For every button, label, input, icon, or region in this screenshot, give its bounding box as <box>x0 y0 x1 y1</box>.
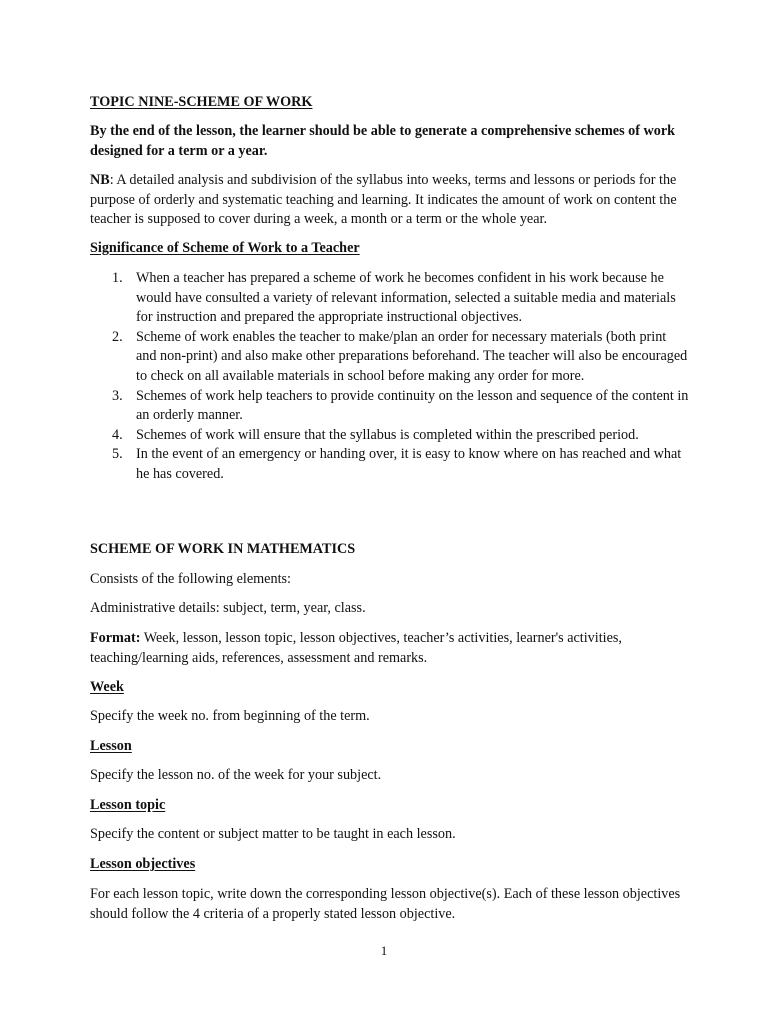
lesson-heading: Lesson <box>90 738 132 754</box>
list-item-text: Schemes of work help teachers to provide continuity on the lesson and sequence of the content in an orderly manner. <box>136 387 689 424</box>
lesson-text: Specify the lesson no. of the week for your subject. <box>90 767 382 783</box>
lesson-topic-text: Specify the content or subject matter to be taught in each lesson. <box>90 826 456 842</box>
lesson-objectives-text: For each lesson topic, write down the corresponding lesson objective(s). Each of these lesson objectives should follow the 4 criteria of a properly stated lesson objective. <box>90 886 681 922</box>
list-item <box>90 387 690 426</box>
learning-objective: By the end of the lesson, the learner should be able to generate a comprehensive schemes of work designed for a term or a year. <box>90 123 676 159</box>
nb-text: : A detailed analysis and subdivision of the syllabus into weeks, terms and lessons or periods for the purpose of orderly and systematic teaching and learning. It indicates the amount of work on content the teacher is supposed to cover during a week, a month or a term or the whole year. <box>90 172 677 228</box>
page-number: 1 <box>380 943 388 958</box>
nb-label: NB <box>90 172 110 188</box>
list-item-text: Schemes of work will ensure that the syllabus is completed within the prescribed period. <box>136 426 639 443</box>
math-heading: SCHEME OF WORK IN MATHEMATICS <box>90 541 356 557</box>
format-label: Format: <box>90 630 141 646</box>
topic-title: TOPIC NINE-SCHEME OF WORK <box>90 94 313 110</box>
list-item <box>90 328 690 387</box>
list-item <box>90 269 690 328</box>
list-item <box>90 445 690 484</box>
week-text: Specify the week no. from beginning of the term. <box>90 708 370 724</box>
lesson-topic-heading: Lesson topic <box>90 797 166 813</box>
list-item-number: 4. <box>112 426 123 443</box>
consists-text: Consists of the following elements: <box>90 571 291 587</box>
admin-details-text: Administrative details: subject, term, year, class. <box>90 600 366 616</box>
list-item-number: 5. <box>112 446 123 463</box>
list-item-text: In the event of an emergency or handing over, it is easy to know where on has reached and what he has covered. <box>136 446 682 482</box>
lesson-objectives-heading: Lesson objectives <box>90 856 196 872</box>
significance-heading: Significance of Scheme of Work to a Teacher <box>90 240 360 256</box>
list-item <box>90 426 690 446</box>
list-item-text: Scheme of work enables the teacher to make/plan an order for necessary materials (both print and non-print) and also make other preparations beforehand. The teacher will also be encouraged to check on all available materials in school before making any order for more. <box>136 328 688 384</box>
list-item-number: 3. <box>112 387 123 404</box>
nb-paragraph <box>90 171 690 230</box>
week-heading: Week <box>90 679 124 695</box>
format-paragraph <box>90 629 690 668</box>
format-text: Week, lesson, lesson topic, lesson objectives, teacher’s activities, learner's activities, teaching/learning aids, references, assessment and remarks. <box>90 630 622 666</box>
significance-list <box>90 269 690 485</box>
list-item-number: 1. <box>112 270 123 286</box>
list-item-number: 2. <box>112 328 123 345</box>
list-item-text: When a teacher has prepared a scheme of work he becomes confident in his work because he would have consulted a variety of relevant information, selected a suitable media and materials for instruction and prepared the appropriate instructional objectives. <box>136 270 676 326</box>
